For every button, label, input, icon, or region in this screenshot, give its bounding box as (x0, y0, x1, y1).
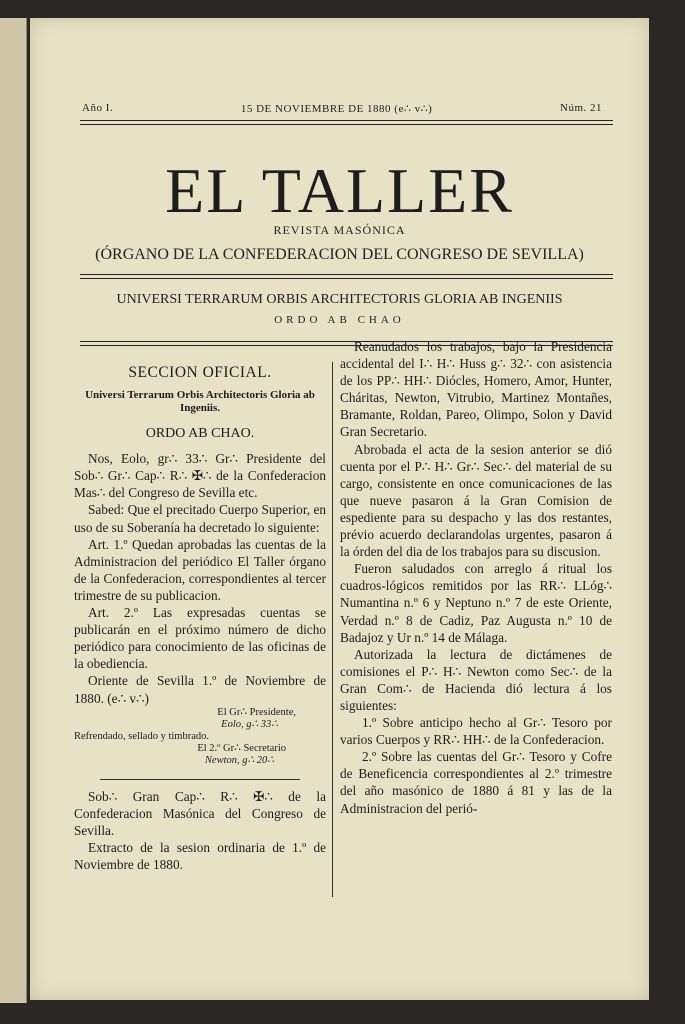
decree-sabed: Sabed: Que el precitado Cuerpo Superior, en uso de su Soberanía ha decretado lo siguiente: (74, 502, 326, 535)
column-divider (332, 362, 333, 897)
masthead-rule-2 (80, 278, 613, 279)
motto-ordo: ORDO AB CHAO (274, 314, 405, 326)
issue-number: Núm. 21 (560, 102, 602, 114)
issue-header (82, 102, 602, 115)
right-column (340, 338, 612, 817)
minutes-item-2: 2.º Sobre las cuentas del Gr∴ Tesoro y Cofre de Beneficencia correspondientes al 2.º trimestre del año masónico de 1880 á 81 y las de la Administracion del perió- (340, 749, 612, 816)
minutes-paragraph-1: Reanudados los trabajos, bajo la Presidencia accidental del I∴ H∴ Huss g∴ 32∴ con asistencia de los PP∴ HH∴ Diócles, Homero, Amor, Hunter, Cháritas, Newton, Vitrubio, Martinez Montañes, Bramante, Roldan, Pareo, Olimpo, Solon y David Gran Secretario. (340, 339, 612, 440)
signature-refrendado: Refrendado, sellado y timbrado. (74, 730, 210, 742)
signature-title-1: El Gr∴ Presidente, (217, 706, 296, 718)
masthead-rule (80, 274, 613, 275)
masthead-title: EL TALLER (165, 155, 514, 226)
motto-latin: UNIVERSI TERRARUM ORBIS ARCHITECTORIS GLORIA AB INGENIIS (116, 292, 563, 307)
issue-year: Año I. (82, 102, 114, 114)
previous-page-edge (0, 18, 27, 1003)
minutes-item-1: 1.º Sobre anticipo hecho al Gr∴ Tesoro por varios Cuerpos y RR∴ HH∴ de la Confederacion. (340, 715, 612, 748)
minutes-paragraph-4: Autorizada la lectura de dictámenes de comisiones el P∴ H∴ Newton como Sec∴ de la Gran Com∴ de Hacienda dió lectura á los siguientes: (340, 646, 612, 713)
masthead-organo: (ÓRGANO DE LA CONFEDERACION DEL CONGRESO DE SEVILLA) (95, 246, 584, 263)
extract-heading: Extracto de la sesion ordinaria de 1.º de Noviembre de 1880. (74, 839, 326, 872)
latin-heading: Universi Terrarum Orbis Architectoris Gloria ab Ingeniis. (85, 389, 315, 415)
header-rule-2 (80, 124, 613, 125)
chapter-heading: Sob∴ Gran Cap∴ R∴ ✠∴ de la Confederacion Masónica del Congreso de Sevilla. (74, 788, 326, 838)
left-column (74, 362, 326, 873)
minutes-paragraph-2: Abrobada el acta de la sesion anterior se dió cuenta por el P∴ H∴ Gr∴ Sec∴ del material de su cargo, consistente en once comunicaciones de las que nueve pasaron á la Gran Comision de espediente para su despacho y las dos restantes, prévio acuerdo declarandolas urgentes, pasaron á la órden del dia de los trabajos para su discusion. (340, 441, 612, 560)
masthead-subtitle: REVISTA MASÓNICA (273, 223, 406, 237)
decree-article-1: Art. 1.º Quedan aprobadas las cuentas de la Administracion del periódico El Taller órgano de la Confederacion, correspondientes al tercer trimestre de su publicacion. (74, 536, 326, 603)
decree-preamble: Nos, Eolo, gr∴ 33∴ Gr∴ Presidente del Sob∴ Gr∴ Cap∴ R∴ ✠∴ de la Confederacion Mas∴ del Congreso de Sevilla etc. (74, 451, 326, 501)
decree-date: Oriente de Sevilla 1.º de Noviembre de 1880. (e∴ v∴) (74, 673, 326, 706)
section-title: SECCION OFICIAL. (128, 364, 272, 381)
signature-name-1: Eolo, g∴ 33∴ (221, 718, 278, 730)
ordo-heading: ORDO AB CHAO. (145, 426, 255, 442)
minutes-paragraph-3: Fueron saludados con arreglo á ritual los cuadros-lógicos remitidos por las RR∴ LLóg∴ Numantina n.º 6 y Neptuno n.º 7 de este Oriente, Verdad n.º 8 de Cadiz, Paz Augusta n.º 10 de Badajoz y Ur n.º 14 de Málaga. (340, 561, 612, 645)
newspaper-page (30, 18, 649, 1000)
header-rule (80, 120, 613, 121)
signature-title-2: El 2.º Gr∴ Secretario (197, 742, 286, 754)
section-separator (100, 779, 300, 780)
issue-date: 15 DE NOVIEMBRE DE 1880 (e∴ v∴) (240, 103, 433, 115)
signature-name-2: Newton, g∴ 20∴ (204, 754, 274, 766)
decree-article-2: Art. 2.º Las expresadas cuentas se publicarán en el próximo número de dicho periódico para conocimiento de las oficinas de la obediencia. (74, 605, 326, 672)
